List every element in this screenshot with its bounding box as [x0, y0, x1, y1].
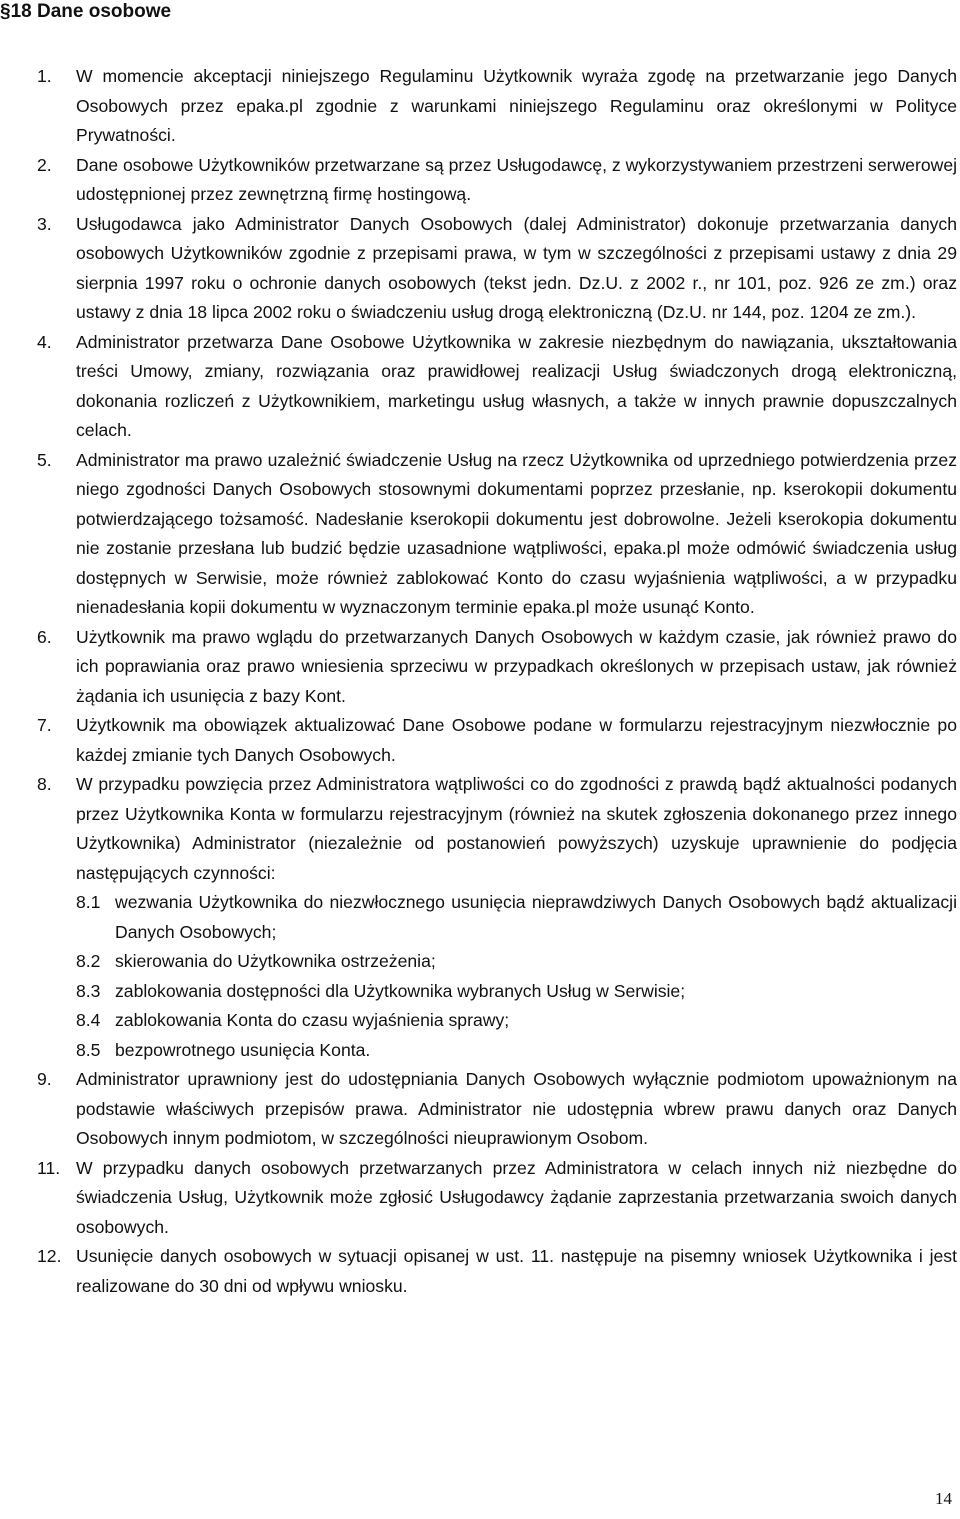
item-text: Administrator ma prawo uzależnić świadczenie Usług na rzecz Użytkownika od uprzedniego potwierdzenia przez niego zgodności Danych Osobowych stosownymi dokumentami poprzez przesłanie, np. kserokopii dokumentu potwierdzającego tożsamość. Nadesłanie kserokopii dokumentu jest dobrowolne. Jeżeli kserokopia dokumentu nie zostanie przesłana lub budzić będzie uzasadnione wątpliwości, epaka.pl może odmówić świadczenia usług dostępnych w Serwisie, może również zablokować Konto do czasu wyjaśnienia wątpliwości, a w przypadku nienadesłania kopii dokumentu w wyznaczonym terminie epaka.pl może usunąć Konto. [76, 449, 957, 617]
item-number: 1. [37, 66, 52, 86]
item-text: Usunięcie danych osobowych w sytuacji opisanej w ust. 11. następuje na pisemny wniosek Użytkownika i jest realizowane do 30 dni od wpływu wniosku. [76, 1246, 957, 1296]
item-number: 11. [37, 1157, 61, 1178]
list-item [0, 210, 957, 328]
sub-item-number: 8.3 [76, 980, 101, 1001]
list-item [0, 446, 957, 623]
item-text: Użytkownik ma obowiązek aktualizować Dane Osobowe podane w formularzu rejestracyjnym niezwłocznie po każdej zmianie tych Danych Osobowych. [76, 715, 957, 765]
item-number: 3. [37, 213, 52, 234]
item-number: 8. [37, 774, 52, 794]
numbered-list [0, 62, 957, 1301]
list-item [0, 1065, 957, 1154]
list-item [0, 328, 957, 446]
sub-item-number: 8.1 [76, 892, 101, 912]
item-number: 4. [37, 331, 52, 352]
sub-list-item [0, 947, 957, 977]
item-text: W momencie akceptacji niniejszego Regulaminu Użytkownik wyraża zgodę na przetwarzanie jego Danych Osobowych przez epaka.pl zgodnie z warunkami niniejszego Regulaminu oraz określonymi w Polityce Prywatności. [76, 66, 957, 145]
item-number: 9. [37, 1069, 52, 1089]
list-item [0, 151, 957, 210]
sub-item-text: skierowania do Użytkownika ostrzeżenia; [115, 951, 436, 971]
item-text: Dane osobowe Użytkowników przetwarzane są przez Usługodawcę, z wykorzystywaniem przestrzeni serwerowej udostępnionej przez zewnętrzną firmę hostingową. [76, 154, 958, 204]
item-text: W przypadku powzięcia przez Administratora wątpliwości co do zgodności z prawdą bądź aktualności podanych przez Użytkownika Konta w formularzu rejestracyjnym (również na skutek zgłoszenia dokonanego przez innego Użytkownika) Administrator (niezależnie od postanowień powyższych) uzyskuje uprawnienie do podjęcia następujących czynności: [76, 774, 957, 883]
sub-list-item [0, 977, 957, 1007]
item-number: 2. [37, 154, 52, 175]
page-number: 14 [935, 1489, 952, 1508]
sub-item-text: bezpowrotnego usunięcia Konta. [115, 1039, 371, 1060]
list-item [0, 623, 957, 712]
list-item [0, 1154, 957, 1243]
item-number: 7. [37, 715, 52, 735]
item-text: W przypadku danych osobowych przetwarzanych przez Administratora w celach innych niż niezbędne do świadczenia Usług, Użytkownik może zgłosić Usługodawcy żądanie zaprzestania przetwarzania swoich danych osobowych. [76, 1157, 957, 1237]
list-item [0, 62, 957, 151]
sub-item-text: wezwania Użytkownika do niezwłocznego usunięcia nieprawdziwych Danych Osobowych bądź aktualizacji Danych Osobowych; [115, 892, 957, 942]
section-heading: §18 Dane osobowe [0, 1, 172, 22]
list-item [0, 1242, 957, 1301]
sub-list-item [0, 1006, 957, 1036]
item-number: 12. [37, 1246, 62, 1266]
item-text: Administrator uprawniony jest do udostępniania Danych Osobowych wyłącznie podmiotom upoważnionym na podstawie właściwych przepisów prawa. Administrator nie udostępnia wbrew prawu danych oraz Danych Osobowych innym podmiotom, w szczególności nieuprawionym Osobom. [76, 1069, 957, 1148]
sub-item-text: zablokowania dostępności dla Użytkownika wybranych Usług w Serwisie; [115, 980, 686, 1001]
list-item [0, 770, 957, 888]
list-item [0, 711, 957, 770]
sub-item-number: 8.5 [76, 1039, 101, 1060]
item-text: Użytkownik ma prawo wglądu do przetwarzanych Danych Osobowych w każdym czasie, jak również prawo do ich poprawiania oraz prawo wniesienia sprzeciwu w przypadkach określonych w przepisach ustaw, jak również żądania ich usunięcia z bazy Kont. [76, 626, 957, 706]
sub-item-number: 8.4 [76, 1010, 101, 1030]
sub-item-number: 8.2 [76, 951, 101, 971]
sub-item-text: zablokowania Konta do czasu wyjaśnienia sprawy; [115, 1010, 510, 1030]
item-text: Administrator przetwarza Dane Osobowe Użytkownika w zakresie niezbędnym do nawiązania, ukształtowania treści Umowy, zmiany, rozwiązania oraz prawidłowej realizacji Usług świadczonych drogą elektroniczną, dokonania rozliczeń z Użytkownikiem, marketingu usług własnych, a także w innych prawnie dopuszczalnych celach. [76, 331, 957, 440]
sub-list-item [0, 888, 957, 947]
item-number: 6. [37, 626, 52, 647]
item-number: 5. [37, 449, 52, 470]
item-text: Usługodawca jako Administrator Danych Osobowych (dalej Administrator) dokonuje przetwarzania danych osobowych Użytkowników zgodnie z przepisami prawa, w tym w szczególności z przepisami ustawy z dnia 29 sierpnia 1997 roku o ochronie danych osobowych (tekst jedn. Dz.U. z 2002 r., nr 101, poz. 926 ze zm.) oraz ustawy z dnia 18 lipca 2002 roku o świadczeniu usług drogą elektroniczną (Dz.U. nr 144, poz. 1204 ze zm.). [76, 213, 957, 322]
sub-list-item [0, 1036, 957, 1066]
